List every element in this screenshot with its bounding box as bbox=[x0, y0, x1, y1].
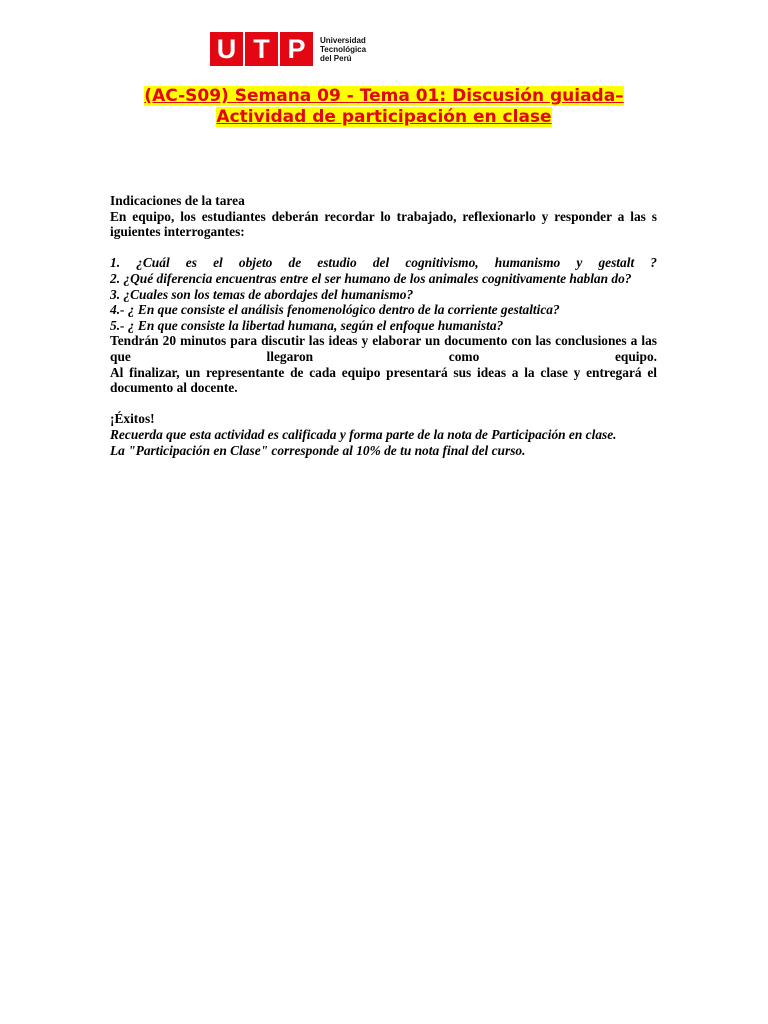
instructions-heading: Indicaciones de la tarea bbox=[110, 193, 245, 208]
logo-line-2: Tecnológica bbox=[320, 44, 367, 54]
logo-line-3: del Perú bbox=[320, 53, 352, 63]
reminder-percentage: La "Participación en Clase" corresponde al 10% de tu nota final del curso. bbox=[110, 442, 526, 458]
question-5: 5.- ¿ En que consiste la libertad humana, según el enfoque humanista? bbox=[110, 317, 504, 333]
title-line-2: Actividad de participación en clase bbox=[216, 107, 552, 127]
time-note: Tendrán 20 minutos para discutir las ideas y elaborar un documento con las conclusiones a las que llegaron como equipo. bbox=[110, 333, 657, 364]
logo-letter-u: U bbox=[210, 32, 243, 66]
logo-letter-p: P bbox=[280, 32, 313, 66]
logo-university-name bbox=[320, 36, 366, 63]
logo-letters bbox=[210, 32, 315, 66]
document-title bbox=[100, 86, 668, 128]
question-2: 2. ¿Qué diferencia encuentras entre el ser humano de los animales cognitivamente hablan do? bbox=[110, 270, 632, 286]
title-line-1: (AC-S09) Semana 09 - Tema 01: Discusión guiada– bbox=[144, 86, 624, 106]
reminder-grading: Recuerda que esta actividad es calificada y forma parte de la nota de Participación en clase. bbox=[110, 426, 617, 442]
question-4: 4.- ¿ En que consiste el análisis fenomenológico dentro de la corriente gestaltica? bbox=[110, 302, 560, 318]
question-3: 3. ¿Cuales son los temas de abordajes del humanismo? bbox=[110, 286, 414, 302]
instructions-intro: En equipo, los estudiantes deberán recordar lo trabajado, reflexionarlo y responder a las s iguientes interrogantes: bbox=[110, 208, 657, 240]
exitos-text: ¡Éxitos! bbox=[110, 411, 155, 427]
utp-logo bbox=[210, 32, 366, 66]
logo-line-1: Universidad bbox=[320, 35, 366, 45]
task-instructions bbox=[110, 193, 657, 458]
question-1: 1. ¿Cuál es el objeto de estudio del cognitivismo, humanismo y gestalt ? bbox=[110, 255, 657, 271]
final-note: Al finalizar, un representante de cada equipo presentará sus ideas a la clase y entregará el documento al docente. bbox=[110, 364, 657, 396]
logo-letter-t: T bbox=[245, 32, 278, 66]
